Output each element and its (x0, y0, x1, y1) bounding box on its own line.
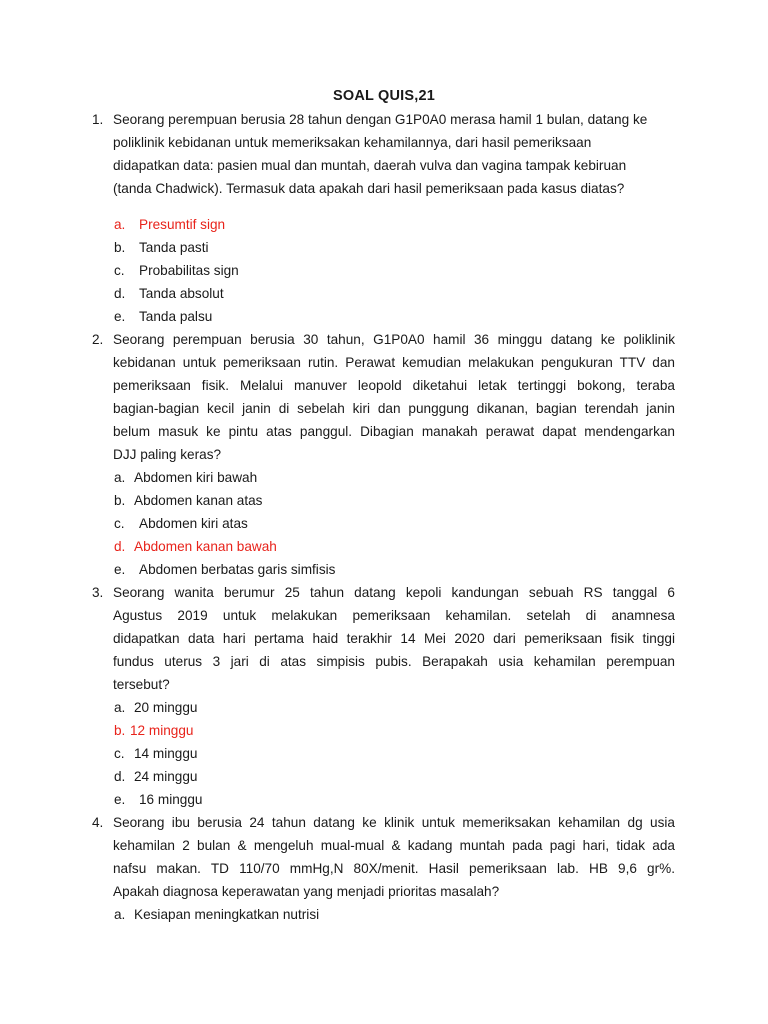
option-text: Abdomen kiri bawah (134, 470, 258, 485)
answer-option (114, 792, 202, 807)
question-number: 1. (92, 112, 104, 127)
answer-option (114, 516, 248, 531)
option-text: Abdomen kanan atas (134, 493, 263, 508)
question-text-line: Agustus 2019 untuk melakukan pemeriksaan kehamilan. setelah di anamnesa (113, 608, 675, 623)
option-letter: a. (114, 217, 126, 232)
option-letter: b. (114, 240, 126, 255)
option-text: Presumtif sign (139, 217, 226, 232)
question-text-line: kebidanan untuk pemeriksaan rutin. Perawat kemudian melakukan pengukuran TTV dan (113, 355, 675, 370)
question-text-line: fundus uterus 3 jari di atas simpisis pubis. Berapakah usia kehamilan perempuan (113, 654, 675, 669)
option-text: Abdomen kanan bawah (134, 539, 277, 554)
option-letter: a. (114, 700, 126, 715)
answer-option (114, 907, 319, 922)
question-text-line: tersebut? (113, 677, 170, 692)
question-text-line: Apakah diagnosa keperawatan yang menjadi prioritas masalah? (113, 884, 500, 899)
option-text: Probabilitas sign (139, 263, 239, 278)
question-text-line: kehamilan 2 bulan & mengeluh mual-mual & kadang muntah pada pagi hari, tidak ada (113, 838, 675, 853)
option-text: Kesiapan meningkatkan nutrisi (134, 907, 320, 922)
option-text: Abdomen kiri atas (139, 516, 248, 531)
option-letter: d. (114, 539, 126, 554)
question-text-line: bagian-bagian kecil janin di sebelah kiri dan punggung dikanan, bagian terendah janin (113, 401, 675, 416)
answer-option (114, 562, 335, 577)
option-text: 16 minggu (139, 792, 203, 807)
question-text-line: poliklinik kebidanan untuk memeriksakan kehamilannya, dari hasil pemeriksaan (113, 135, 592, 150)
question-number: 2. (92, 332, 104, 347)
option-text: Tanda absolut (139, 286, 224, 301)
question-text-line: Seorang wanita berumur 25 tahun datang kepoli kandungan sebuah RS tanggal 6 (113, 585, 675, 600)
answer-option-correct (114, 217, 225, 232)
option-letter: c. (114, 516, 125, 531)
question-text-line: (tanda Chadwick). Termasuk data apakah dari hasil pemeriksaan pada kasus diatas? (113, 181, 625, 196)
question-number: 4. (92, 815, 104, 830)
option-letter: a. (114, 470, 126, 485)
answer-option (114, 263, 239, 278)
option-letter: c. (114, 746, 125, 761)
answer-option (114, 700, 197, 715)
answer-option (114, 746, 197, 761)
option-letter: d. (114, 286, 126, 301)
answer-option-correct (114, 723, 193, 738)
option-letter: c. (114, 263, 125, 278)
option-letter: e. (114, 792, 126, 807)
answer-option (114, 470, 257, 485)
option-text: Tanda palsu (139, 309, 213, 324)
answer-option (114, 309, 212, 324)
answer-option-correct (114, 539, 277, 554)
option-text: 14 minggu (134, 746, 198, 761)
question-text-line: pemeriksaan fisik. Melalui manuver leopold diketahui letak tertinggi bokong, teraba (113, 378, 675, 393)
question-text-line: Seorang perempuan berusia 28 tahun dengan G1P0A0 merasa hamil 1 bulan, datang ke (113, 112, 648, 127)
option-letter: d. (114, 769, 126, 784)
question-text-line: DJJ paling keras? (113, 447, 222, 462)
option-text: 12 minggu (130, 723, 194, 738)
question-text-line: nafsu makan. TD 110/70 mmHg,N 80X/menit. Hasil pemeriksaan lab. HB 9,6 gr%. (113, 861, 675, 876)
answer-option (114, 240, 209, 255)
question-number: 3. (92, 585, 104, 600)
option-text: Tanda pasti (139, 240, 209, 255)
option-letter: e. (114, 562, 126, 577)
question-text-line: belum masuk ke pintu atas panggul. Dibagian manakah perawat dapat mendengarkan (113, 424, 675, 439)
question-text-line: didapatkan data hari pertama haid terakhir 14 Mei 2020 dari pemeriksaan fisik tinggi (113, 631, 675, 646)
answer-option (114, 769, 197, 784)
option-text: 20 minggu (134, 700, 198, 715)
question-text-line: didapatkan data: pasien mual dan muntah, daerah vulva dan vagina tampak kebiruan (113, 158, 627, 173)
option-letter: b. (114, 493, 126, 508)
question-text-line: Seorang perempuan berusia 30 tahun, G1P0A0 hamil 36 minggu datang ke poliklinik (113, 332, 675, 347)
option-text: 24 minggu (134, 769, 198, 784)
option-letter: e. (114, 309, 126, 324)
page-title: SOAL QUIS,21 (332, 88, 436, 104)
answer-option (114, 286, 224, 301)
option-text: Abdomen berbatas garis simfisis (139, 562, 336, 577)
question-text-line: Seorang ibu berusia 24 tahun datang ke klinik untuk memeriksakan kehamilan dg usia (113, 815, 675, 830)
answer-option (114, 493, 262, 508)
option-letter: b. (114, 723, 126, 738)
option-letter: a. (114, 907, 126, 922)
